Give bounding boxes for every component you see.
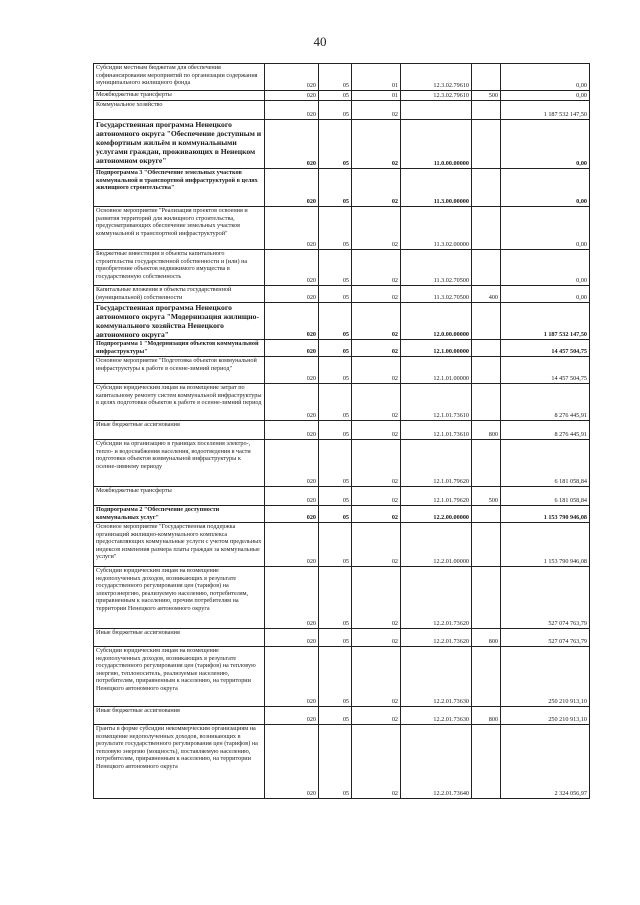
row-admin-code: 020	[265, 101, 319, 120]
row-name: Субсидии на организацию в границах поселения электро-, тепло- и водоснабжения населения, водоотведения в части подготовки объектов коммунальной инфраструктуры к осенне-зимнему периоду	[94, 440, 265, 487]
table-row	[94, 440, 590, 487]
row-section-code: 05	[319, 384, 352, 421]
row-amount: 0,00	[501, 207, 590, 250]
row-name: Основное мероприятие "Подготовка объектов коммунальной инфраструктуры к работе в осенне-зимний период"	[94, 357, 265, 384]
row-admin-code: 020	[265, 169, 319, 207]
row-admin-code: 020	[265, 725, 319, 799]
row-admin-code: 020	[265, 487, 319, 506]
row-expense-type-code	[472, 384, 501, 421]
row-section-code: 05	[319, 567, 352, 629]
row-target-code: 12.1.01.79620	[401, 440, 472, 487]
row-target-code: 12.0.00.00000	[401, 303, 472, 340]
row-expense-type-code	[472, 207, 501, 250]
row-section-code: 05	[319, 64, 352, 91]
row-subsection-code: 02	[352, 487, 401, 506]
row-expense-type-code	[472, 357, 501, 384]
row-section-code: 05	[319, 169, 352, 207]
row-amount: 1 187 532 147,50	[501, 101, 590, 120]
row-name: Межбюджетные трансферты	[94, 487, 265, 506]
row-expense-type-code	[472, 440, 501, 487]
row-admin-code: 020	[265, 357, 319, 384]
row-section-code: 05	[319, 303, 352, 340]
row-section-code: 05	[319, 421, 352, 440]
budget-table	[93, 63, 590, 799]
row-name: Бюджетные инвестиции в объекты капитального строительства государственной собственности и (или) на приобретение объектов недвижимого имущества в государственную собственность	[94, 250, 265, 286]
row-amount: 1 187 532 147,50	[501, 303, 590, 340]
row-amount: 1 153 790 946,08	[501, 523, 590, 567]
row-expense-type-code	[472, 340, 501, 357]
row-target-code: 11.3.00.00000	[401, 169, 472, 207]
row-target-code: 12.2.01.73630	[401, 647, 472, 707]
row-admin-code: 020	[265, 629, 319, 647]
table-row	[94, 64, 590, 91]
row-name: Коммунальное хозяйство	[94, 101, 265, 120]
row-subsection-code: 02	[352, 340, 401, 357]
budget-table-body	[94, 64, 590, 799]
row-amount: 2 324 056,97	[501, 725, 590, 799]
row-section-code: 05	[319, 250, 352, 286]
table-row	[94, 629, 590, 647]
row-admin-code: 020	[265, 707, 319, 725]
row-expense-type-code	[472, 725, 501, 799]
row-expense-type-code	[472, 647, 501, 707]
table-row	[94, 91, 590, 101]
row-section-code: 05	[319, 207, 352, 250]
table-row	[94, 707, 590, 725]
table-row	[94, 340, 590, 357]
row-name: Гранты в форме субсидии некоммерческим организациям на возмещение недополученных доходов, возникающих в результате государственного регулирования цен (тарифов) на тепловую энергию (мощность), поставляемую населению, потребителям, приравненным к населению, на территории Ненецкого автономного округа	[94, 725, 265, 799]
table-row	[94, 207, 590, 250]
row-section-code: 05	[319, 487, 352, 506]
row-expense-type-code: 800	[472, 629, 501, 647]
row-subsection-code: 02	[352, 506, 401, 523]
row-target-code: 12.1.01.79620	[401, 487, 472, 506]
row-subsection-code: 02	[352, 421, 401, 440]
row-section-code: 05	[319, 101, 352, 120]
row-target-code	[401, 101, 472, 120]
row-admin-code: 020	[265, 120, 319, 169]
row-amount: 8 276 445,91	[501, 384, 590, 421]
row-target-code: 12.3.02.79610	[401, 64, 472, 91]
row-section-code: 05	[319, 120, 352, 169]
row-name: Подпрограмма 1 "Модернизация объектов коммунальной инфраструктуры"	[94, 340, 265, 357]
table-row	[94, 487, 590, 506]
row-amount: 6 181 058,84	[501, 440, 590, 487]
row-section-code: 05	[319, 647, 352, 707]
row-expense-type-code	[472, 523, 501, 567]
row-name: Субсидии юридическим лицам на возмещение недополученных доходов, возникающих в результате государственного регулирования цен (тарифов) на тепловую энергию, теплоноситель, реализуемые населению, потребителям, приравненным к населению, на территории Ненецкого автономного округа	[94, 647, 265, 707]
row-expense-type-code: 800	[472, 707, 501, 725]
row-subsection-code: 02	[352, 303, 401, 340]
row-subsection-code: 02	[352, 207, 401, 250]
row-target-code: 11.3.02.70500	[401, 286, 472, 303]
row-target-code: 12.2.01.00000	[401, 523, 472, 567]
row-admin-code: 020	[265, 647, 319, 707]
table-row	[94, 250, 590, 286]
table-row	[94, 567, 590, 629]
row-expense-type-code	[472, 303, 501, 340]
row-name: Капитальные вложения в объекты государственной (муниципальной) собственности	[94, 286, 265, 303]
row-amount: 527 074 763,79	[501, 629, 590, 647]
row-amount: 0,00	[501, 169, 590, 207]
row-amount: 0,00	[501, 120, 590, 169]
row-amount: 0,00	[501, 250, 590, 286]
row-amount: 14 457 504,75	[501, 340, 590, 357]
row-admin-code: 020	[265, 207, 319, 250]
row-section-code: 05	[319, 725, 352, 799]
row-expense-type-code	[472, 250, 501, 286]
row-expense-type-code	[472, 101, 501, 120]
row-subsection-code: 02	[352, 523, 401, 567]
row-subsection-code: 02	[352, 101, 401, 120]
row-expense-type-code: 500	[472, 487, 501, 506]
row-target-code: 12.1.01.73610	[401, 421, 472, 440]
row-subsection-code: 02	[352, 647, 401, 707]
row-expense-type-code	[472, 169, 501, 207]
row-amount: 0,00	[501, 286, 590, 303]
row-name: Субсидии юридическим лицам на возмещение затрат по капитальному ремонту систем коммунальной инфраструктуры в целях подготовки объектов к работе в осенне-зимний период	[94, 384, 265, 421]
row-name: Межбюджетные трансферты	[94, 91, 265, 101]
row-target-code: 12.2.01.73630	[401, 707, 472, 725]
row-name: Подпрограмма 2 "Обеспечение доступности коммунальных услуг"	[94, 506, 265, 523]
row-subsection-code: 02	[352, 357, 401, 384]
row-subsection-code: 01	[352, 91, 401, 101]
row-subsection-code: 02	[352, 629, 401, 647]
row-subsection-code: 02	[352, 707, 401, 725]
row-subsection-code: 01	[352, 64, 401, 91]
row-admin-code: 020	[265, 340, 319, 357]
row-subsection-code: 02	[352, 250, 401, 286]
row-amount: 250 210 913,10	[501, 707, 590, 725]
row-name: Основное мероприятие "Государственная поддержка организаций жилищно-коммунального комплекса предоставляющих коммунальные услуги с учетом предельных индексов изменения размера платы граждан за коммунальные услуги"	[94, 523, 265, 567]
row-expense-type-code	[472, 120, 501, 169]
row-section-code: 05	[319, 357, 352, 384]
row-expense-type-code	[472, 64, 501, 91]
row-section-code: 05	[319, 286, 352, 303]
row-name: Иные бюджетные ассигнования	[94, 421, 265, 440]
row-expense-type-code	[472, 506, 501, 523]
row-amount: 6 181 058,84	[501, 487, 590, 506]
row-subsection-code: 02	[352, 725, 401, 799]
page-number: 40	[313, 34, 327, 49]
row-admin-code: 020	[265, 91, 319, 101]
row-admin-code: 020	[265, 506, 319, 523]
row-subsection-code: 02	[352, 286, 401, 303]
row-admin-code: 020	[265, 567, 319, 629]
row-target-code: 12.3.02.79610	[401, 91, 472, 101]
row-expense-type-code: 800	[472, 421, 501, 440]
row-section-code: 05	[319, 506, 352, 523]
table-row	[94, 101, 590, 120]
table-row	[94, 384, 590, 421]
row-target-code: 12.1.00.00000	[401, 340, 472, 357]
row-name: Основное мероприятие "Реализация проектов освоения и развития территорий для жилищного строительства, предусматривающих обеспечение земельных участков коммунальной и транспортной инфраструктурой"	[94, 207, 265, 250]
row-amount: 0,00	[501, 91, 590, 101]
row-subsection-code: 02	[352, 169, 401, 207]
row-subsection-code: 02	[352, 384, 401, 421]
row-subsection-code: 02	[352, 567, 401, 629]
row-amount: 1 153 790 946,08	[501, 506, 590, 523]
row-target-code: 12.1.01.73610	[401, 384, 472, 421]
table-row	[94, 120, 590, 169]
row-name: Субсидии местным бюджетам для обеспечения софинансирования мероприятий по организации содержания муниципального жилищного фонда	[94, 64, 265, 91]
table-row	[94, 506, 590, 523]
row-amount: 527 074 763,79	[501, 567, 590, 629]
table-row	[94, 725, 590, 799]
table-row	[94, 523, 590, 567]
row-subsection-code: 02	[352, 120, 401, 169]
row-target-code: 12.2.01.73640	[401, 725, 472, 799]
row-section-code: 05	[319, 629, 352, 647]
row-expense-type-code	[472, 567, 501, 629]
row-name: Иные бюджетные ассигнования	[94, 707, 265, 725]
table-row	[94, 421, 590, 440]
row-subsection-code: 02	[352, 440, 401, 487]
row-admin-code: 020	[265, 250, 319, 286]
row-target-code: 12.1.01.00000	[401, 357, 472, 384]
row-amount: 14 457 504,75	[501, 357, 590, 384]
row-admin-code: 020	[265, 303, 319, 340]
row-section-code: 05	[319, 340, 352, 357]
row-name: Субсидии юридическим лицам на возмещение недополученных доходов, возникающих в результате государственного регулирования цен (тарифов) на электроэнергию, реализуемую населению, потребителям, приравненным к населению, прочим потребителям на территории Ненецкого автономного округа	[94, 567, 265, 629]
row-target-code: 12.2.00.00000	[401, 506, 472, 523]
row-amount: 0,00	[501, 64, 590, 91]
row-target-code: 12.2.01.73620	[401, 567, 472, 629]
row-name: Иные бюджетные ассигнования	[94, 629, 265, 647]
row-target-code: 11.3.02.00000	[401, 207, 472, 250]
row-admin-code: 020	[265, 440, 319, 487]
row-target-code: 11.0.00.00000	[401, 120, 472, 169]
row-name: Государственная программа Ненецкого автономного округа "Модернизация жилищно-коммунального хозяйства Ненецкого автономного округа"	[94, 303, 265, 340]
row-section-code: 05	[319, 91, 352, 101]
table-row	[94, 169, 590, 207]
row-name: Государственная программа Ненецкого автономного округа "Обеспечение доступным и комфортным жильём и коммунальными услугами граждан, проживающих в Ненецком автономном округе"	[94, 120, 265, 169]
row-admin-code: 020	[265, 286, 319, 303]
row-section-code: 05	[319, 523, 352, 567]
table-row	[94, 303, 590, 340]
row-section-code: 05	[319, 707, 352, 725]
row-admin-code: 020	[265, 384, 319, 421]
row-target-code: 11.3.02.70500	[401, 250, 472, 286]
row-amount: 8 276 445,91	[501, 421, 590, 440]
row-name: Подпрограмма 3 "Обеспечение земельных участков коммунальной и транспортной инфраструктурой в целях жилищного строительства"	[94, 169, 265, 207]
table-row	[94, 357, 590, 384]
row-section-code: 05	[319, 440, 352, 487]
table-row	[94, 286, 590, 303]
row-admin-code: 020	[265, 523, 319, 567]
row-target-code: 12.2.01.73620	[401, 629, 472, 647]
row-expense-type-code: 500	[472, 91, 501, 101]
row-expense-type-code: 400	[472, 286, 501, 303]
table-row	[94, 647, 590, 707]
row-admin-code: 020	[265, 421, 319, 440]
row-amount: 250 210 913,10	[501, 647, 590, 707]
row-admin-code: 020	[265, 64, 319, 91]
